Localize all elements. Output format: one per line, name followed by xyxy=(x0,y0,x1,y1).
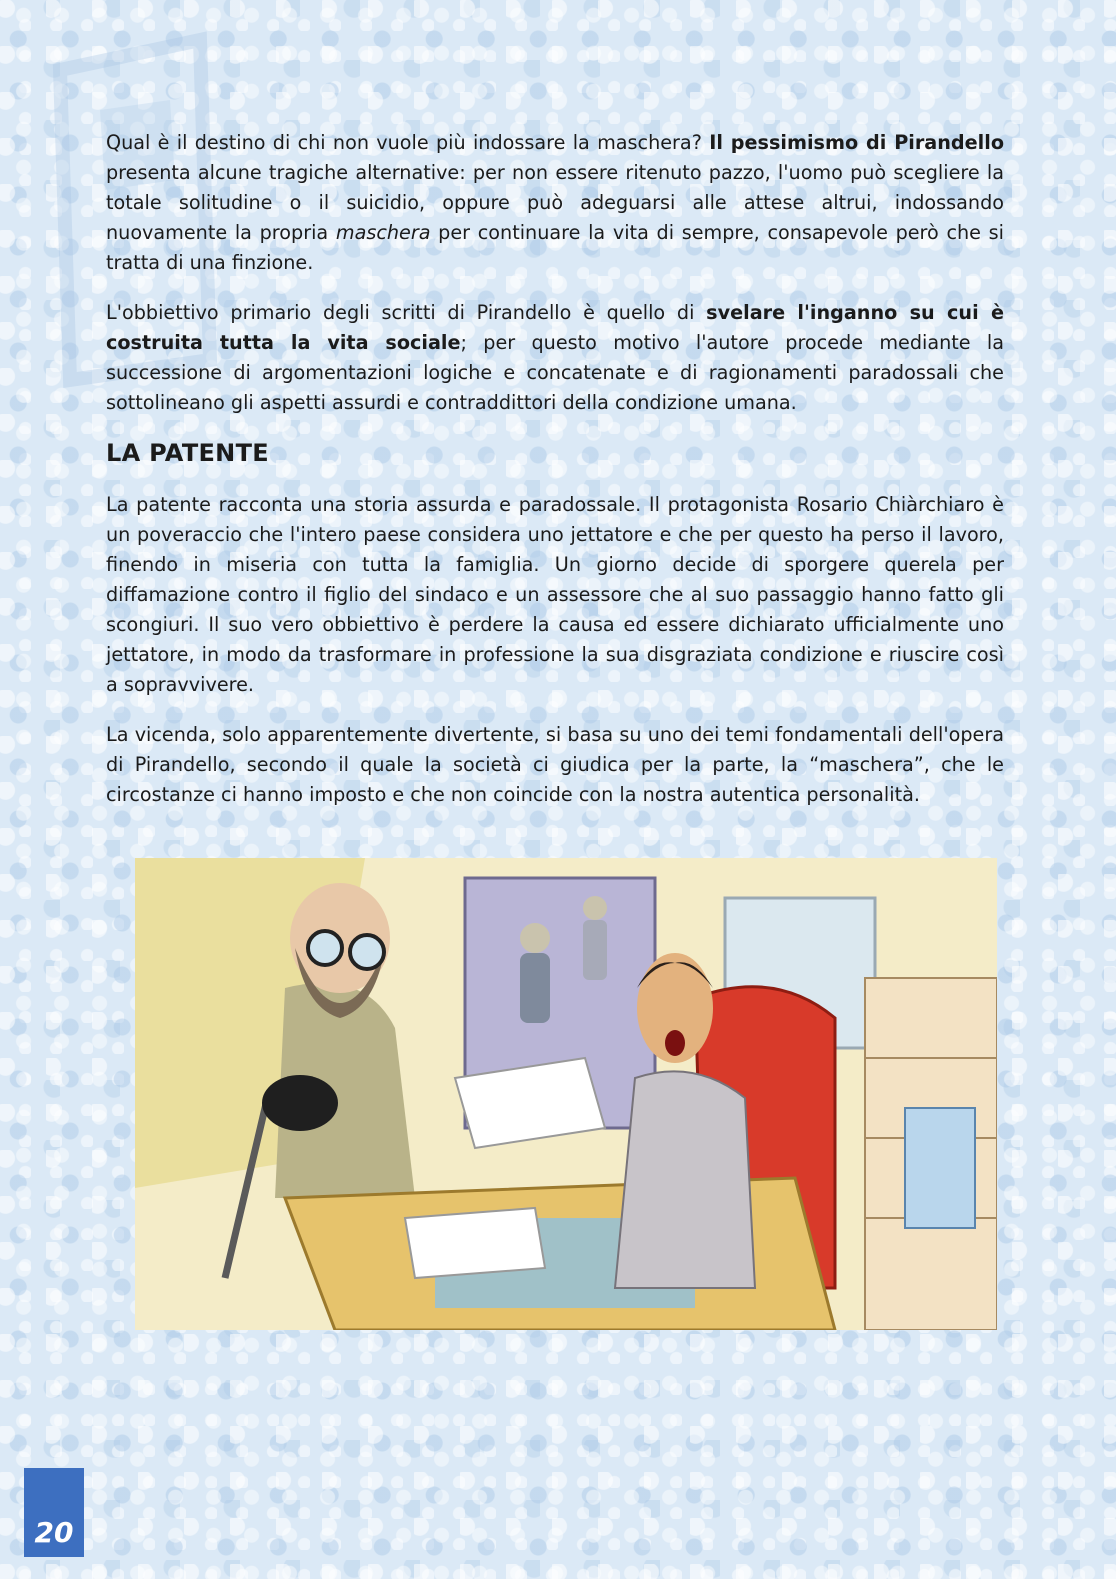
paragraph-theme: La vicenda, solo apparentemente divertente, si basa su uno dei temi fondamentali dell'opera di Pirandello, secondo il quale la società ci giudica per la parte, la “maschera”, che le circostanze ci hanno imposto e che non coincide con la nostra autentica personalità. xyxy=(106,723,1004,806)
page-number-badge: 20 xyxy=(24,1468,84,1557)
document-folders xyxy=(905,1108,975,1228)
lawyer-body xyxy=(615,1071,755,1288)
background-figure-head xyxy=(520,923,550,953)
glasses-right xyxy=(350,935,384,969)
paragraph-plot: La patente racconta una storia assurda e paradossale. Il protagonista Rosario Chiàrchiaro è un poveraccio che l'intero paese considera uno jettatore e che per questo ha perso il lavoro, finendo in miseria con tutta la famiglia. Un giorno decide di sporgere querela per diffamazione contro il figlio del sindaco e un assessore che al suo passaggio hanno fatto gli scongiuri. Il suo vero obbiettivo è perdere la causa ed essere dichiarato ufficialmente uno jettatore, in modo da trasformare in professione la sua disgraziata condizione e riuscire così a sopravvivere. xyxy=(106,493,1004,696)
lawyer-mouth xyxy=(665,1030,685,1056)
page-text xyxy=(106,128,1004,830)
glasses-left xyxy=(308,931,342,965)
section-heading: LA PATENTE xyxy=(106,439,269,467)
background-figure-body xyxy=(520,953,550,1023)
paragraph-mask-fate: Qual è il destino di chi non vuole più indossare la maschera? Il pessimismo di Pirandello presenta alcune tragiche alternative: per non essere ritenuto pazzo, l'uomo può scegliere la totale solitudine o il suicidio, oppure può adeguarsi alle attese altrui, indossando nuovamente la propria maschera per continuare la vita di sempre, consapevole però che si tratta di una finzione. xyxy=(106,131,1004,274)
paragraph-objective: L'obbiettivo primario degli scritti di Pirandello è quello di svelare l'inganno su cui è costruita tutta la vita sociale; per questo motivo l'autore procede mediante la successione di argomentazioni logiche e concatenate e di ragionamenti paradossali che sottolineano gli aspetti assurdi e contraddittori della condizione umana. xyxy=(106,301,1004,414)
cartoon-illustration xyxy=(135,858,997,1330)
